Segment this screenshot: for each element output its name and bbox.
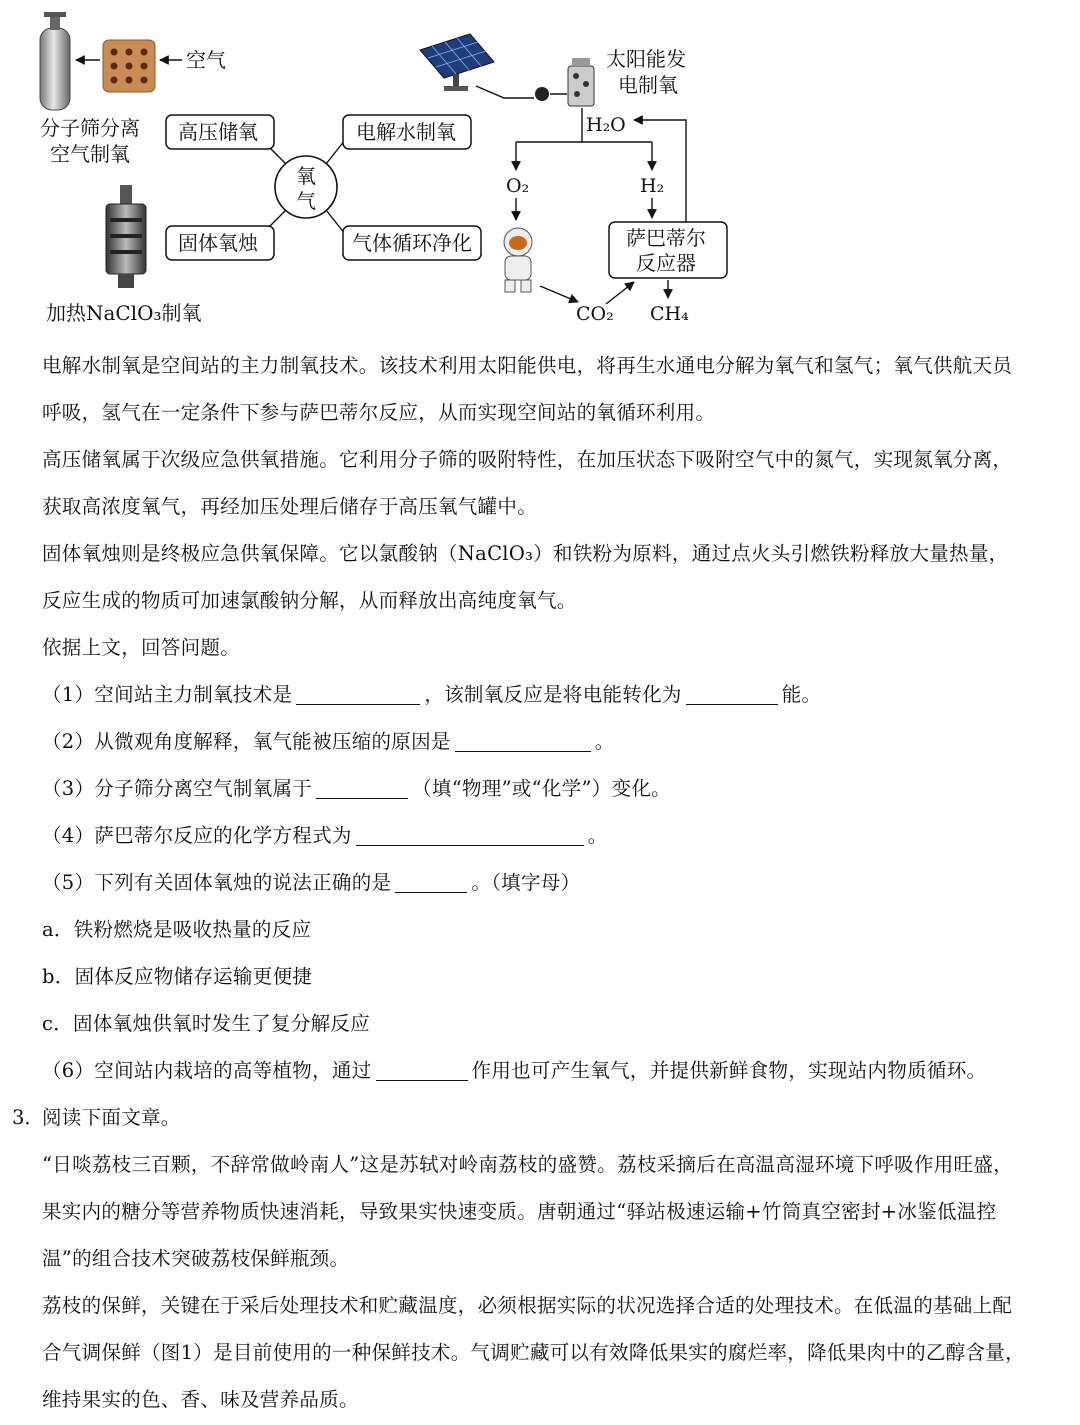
q2-text-b: 。	[594, 730, 615, 753]
text-line: 荔枝的保鲜，关键在于采后处理技术和贮藏温度，必须根据实际的状况选择合适的处理技术。在低温的基础上配	[42, 1294, 1013, 1317]
question-1	[42, 671, 1062, 718]
q2-text-a: （2）从微观角度解释，氧气能被压缩的原因是	[42, 730, 451, 753]
q4-text-a: （4）萨巴蒂尔反应的化学方程式为	[42, 824, 352, 847]
option-b: b．固体反应物储存运输更便捷	[42, 965, 313, 988]
o2-label: O₂	[506, 175, 530, 197]
solar-label-2: 电制氧	[618, 73, 678, 97]
question-3	[42, 765, 1062, 812]
astronaut-icon	[504, 228, 532, 292]
q1-blank-1[interactable]	[296, 684, 420, 705]
q2-blank[interactable]	[455, 731, 591, 752]
oxygen-generator-icon	[568, 58, 594, 106]
center-label-1: 氧	[296, 164, 316, 188]
air-label: 空气	[186, 48, 226, 72]
section-3-title: 阅读下面文章。	[42, 1106, 181, 1129]
q4-blank[interactable]	[356, 825, 584, 846]
solid-candle-label: 固体氧烛	[178, 231, 258, 255]
center-label-2: 气	[296, 189, 316, 213]
text-line: 电解水制氧是空间站的主力制氧技术。该技术利用太阳能供电，将再生水通电分解为氧气和氢气；氧气供航天员	[42, 354, 1013, 377]
gas-cycle-label: 气体循环净化	[352, 231, 472, 255]
q3-text-a: （3）分子筛分离空气制氧属于	[42, 777, 313, 800]
solar-panel-icon	[420, 34, 494, 91]
sieve-label-2: 空气制氧	[50, 142, 130, 166]
gas-cylinder-icon	[40, 12, 70, 110]
question-4	[42, 812, 1062, 859]
text-line: 果实内的糖分等营养物质快速消耗，导致果实快速变质。唐朝通过“驿站极速运输+竹筒真空密封+冰鉴低温控	[42, 1200, 997, 1223]
text-line: 维持果实的色、香、味及营养品质。	[42, 1388, 359, 1411]
q1-text-a: （1）空间站主力制氧技术是	[42, 683, 293, 706]
high-pressure-label: 高压储氧	[178, 120, 258, 144]
heating-label: 加热NaClO₃制氧	[46, 301, 202, 325]
q5-blank[interactable]	[395, 872, 467, 893]
option-c: c．固体氧烛供氧时发生了复分解反应	[42, 1012, 371, 1035]
q6-text-b: 作用也可产生氧气，并提供新鲜食物，实现站内物质循环。	[471, 1059, 987, 1082]
passage-paragraph-1	[42, 342, 1062, 436]
text-line: 反应生成的物质可加速氯酸钠分解，从而释放出高纯度氧气。	[42, 589, 577, 612]
co2-label: CO₂	[576, 303, 614, 325]
electrolysis-label: 电解水制氧	[356, 120, 456, 144]
text-line: 合气调保鲜（图1）是目前使用的一种保鲜技术。气调贮藏可以有效降低果实的腐烂率，降低果肉中的乙醇含量，	[42, 1341, 1025, 1364]
q6-text-a: （6）空间站内栽培的高等植物，通过	[42, 1059, 372, 1082]
h2-label: H₂	[640, 175, 665, 197]
q5-text-b: 。（填字母）	[471, 871, 581, 894]
text-line: 获取高浓度氧气，再经加压处理后储存于高压氧气罐中。	[42, 495, 538, 518]
text-line: 呼吸，氢气在一定条件下参与萨巴蒂尔反应，从而实现空间站的氧循环利用。	[42, 401, 716, 424]
text-line: “日啖荔枝三百颗，不辞常做岭南人”这是苏轼对岭南荔枝的盛赞。荔枝采摘后在高温高湿环境下呼吸作用旺盛，	[42, 1153, 1013, 1176]
h2o-label: H₂O	[586, 114, 626, 136]
text-line: 高压储氧属于次级应急供氧措施。它利用分子筛的吸附特性，在加压状态下吸附空气中的氮气，实现氮氧分离，	[42, 448, 1013, 471]
passage-paragraph-2	[42, 436, 1062, 530]
solar-label-1: 太阳能发	[606, 47, 686, 71]
q1-text-b: ，该制氧反应是将电能转化为	[424, 683, 682, 706]
oxygen-supply-diagram	[0, 0, 1080, 335]
text-line: 温”的组合技术突破荔枝保鲜瓶颈。	[42, 1247, 350, 1270]
section-3-number: 3．	[12, 1106, 44, 1129]
ch4-label: CH₄	[650, 303, 689, 325]
sabatier-label-1: 萨巴蒂尔	[626, 226, 706, 250]
molecular-sieve-icon	[103, 40, 155, 92]
sieve-label-1: 分子筛分离	[40, 116, 140, 140]
text-line: 固体氧烛则是终极应急供氧保障。它以氯酸钠（NaClO₃）和铁粉为原料，通过点火头引燃铁粉释放大量热量，	[42, 542, 1009, 565]
q6-blank[interactable]	[376, 1060, 468, 1081]
passage-paragraph-3	[42, 530, 1062, 624]
section-3-paragraph-2	[42, 1282, 1062, 1423]
q1-blank-2[interactable]	[686, 684, 778, 705]
question-6	[42, 1047, 1062, 1094]
q3-text-b: （填“物理”或“化学”）变化。	[412, 777, 671, 800]
sabatier-label-2: 反应器	[636, 251, 696, 275]
oxygen-candle-device-icon	[106, 185, 146, 288]
intro-line: 依据上文，回答问题。	[42, 636, 241, 659]
question-5	[42, 859, 1062, 906]
q4-text-b: 。	[587, 824, 608, 847]
q1-text-c: 能。	[781, 683, 822, 706]
section-3-paragraph-1	[42, 1141, 1062, 1282]
option-a: a．铁粉燃烧是吸收热量的反应	[42, 918, 312, 941]
q3-blank[interactable]	[316, 778, 408, 799]
q5-text-a: （5）下列有关固体氧烛的说法正确的是	[42, 871, 392, 894]
question-2	[42, 718, 1062, 765]
lightning-icon	[535, 87, 549, 101]
